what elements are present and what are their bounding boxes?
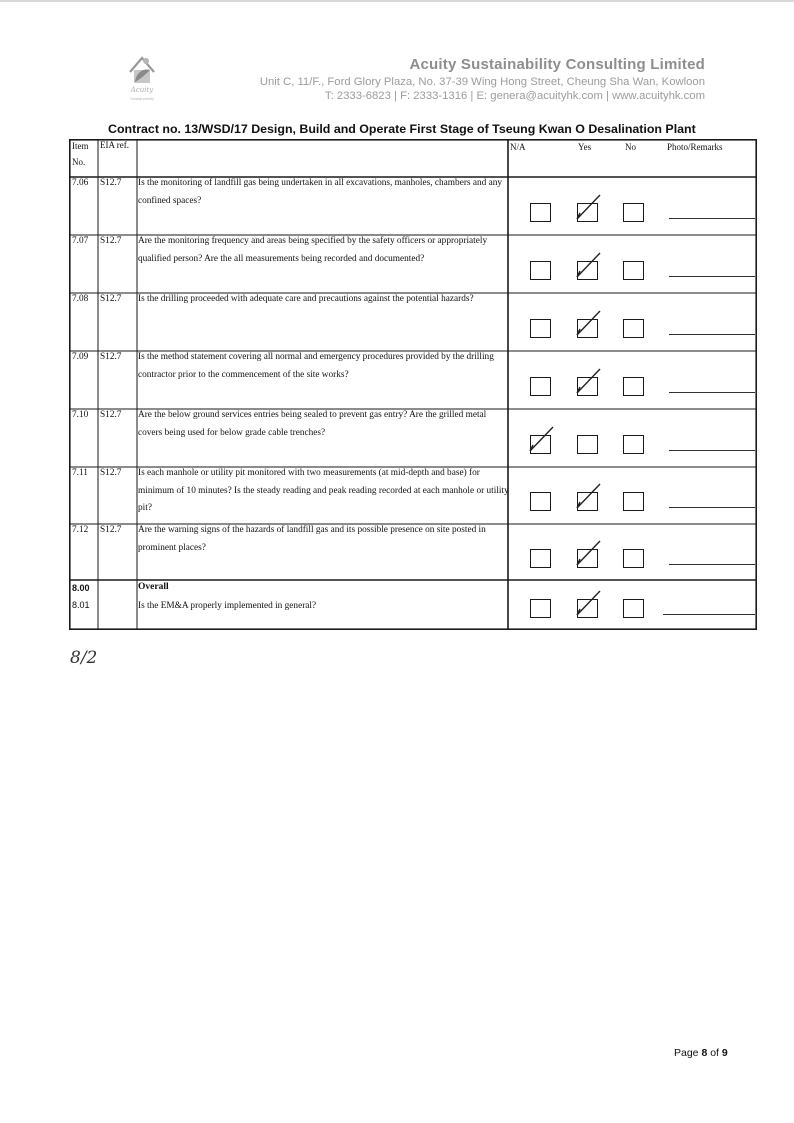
row-7-12-checkbox-na[interactable]: [530, 549, 551, 568]
row-7-11-tick-mark-icon: [574, 482, 602, 512]
row-7-11-eia-ref: S12.7: [100, 468, 122, 478]
header-no: No: [625, 142, 636, 152]
section-title: Overall: [138, 582, 169, 592]
company-address: Unit C, 11/F., Ford Glory Plaza, No. 37-39 Wing Hong Street, Cheung Sha Wan, Kowloon: [259, 76, 705, 88]
page-total: 9: [721, 1047, 728, 1059]
row-7-12-remarks-line[interactable]: [669, 564, 755, 565]
logo-text: Acuity: [130, 86, 154, 94]
row-7-08-checkbox-no[interactable]: [623, 319, 644, 338]
row-7-08-question: Is the drilling proceeded with adequate care and precautions against the potential hazards?: [138, 294, 474, 304]
row-7-06-tick-mark-icon: [574, 193, 602, 223]
header-item-label: Item: [72, 141, 89, 151]
page-label: Page: [674, 1047, 699, 1059]
row-7-08-remarks-line[interactable]: [669, 334, 755, 335]
row-7-10-eia-ref: S12.7: [100, 410, 122, 420]
row-7-09-eia-ref: S12.7: [100, 352, 122, 362]
row-7-10-question: Are the below ground services entries being sealed to prevent gas entry? Are the grilled metal covers being used for below grade cable trenches?: [138, 410, 487, 438]
row-7-08-checkbox-na[interactable]: [530, 319, 551, 338]
row-8-01-remarks-line[interactable]: [663, 614, 755, 615]
logo-subtext: Sustainability: [130, 96, 154, 101]
row-7-07-eia-ref: S12.7: [100, 236, 122, 246]
row-7-09-checkbox-na[interactable]: [530, 377, 551, 396]
row-7-12-checkbox-no[interactable]: [623, 549, 644, 568]
header-yes: Yes: [578, 142, 592, 152]
company-header: [260, 56, 705, 102]
row-7-07-question: Are the monitoring frequency and areas being specified by the safety officers or appropriately qualified person? Are the all measurements being recorded and documented?: [138, 236, 488, 264]
row-7-09-item-no: 7.09: [72, 352, 89, 362]
company-logo: [112, 52, 174, 108]
row-7-08-tick-mark-icon: [574, 309, 602, 339]
row-7-09-tick-mark-icon: [574, 367, 602, 397]
header-no-label: No.: [72, 157, 86, 167]
row-7-08-eia-ref: S12.7: [100, 294, 122, 304]
row-7-06-question: Is the monitoring of landfill gas being undertaken in all excavations, manholes, chambers and any confined spaces?: [138, 178, 503, 206]
page-of: of: [710, 1047, 719, 1059]
handwritten-note: 8/2: [70, 648, 98, 668]
row-7-09-checkbox-no[interactable]: [623, 377, 644, 396]
checklist-table: [69, 139, 757, 630]
row-7-06-eia-ref: S12.7: [100, 178, 122, 188]
row-7-10-tick-mark-icon: [527, 425, 555, 455]
contract-title: Contract no. 13/WSD/17 Design, Build and Operate First Stage of Tseung Kwan O Desalination Plant: [108, 122, 696, 136]
row-8-01-checkbox-no[interactable]: [623, 599, 644, 618]
row-7-07-checkbox-na[interactable]: [530, 261, 551, 280]
row-7-07-item-no: 7.07: [72, 236, 89, 246]
row-7-09-question: Is the method statement covering all normal and emergency procedures provided by the drilling contractor prior to the commencement of the site works?: [138, 352, 494, 380]
scan-top-edge: [0, 0, 794, 2]
row-7-11-question: Is each manhole or utility pit monitored with two measurements (at mid-depth and base) for minimum of 10 minutes? Is the steady reading and peak reading recorded at each manhole or utility pit?: [138, 468, 509, 513]
row-7-06-checkbox-na[interactable]: [530, 203, 551, 222]
row-7-07-tick-mark-icon: [574, 251, 602, 281]
row-8-01-tick-mark-icon: [574, 589, 602, 619]
page-current: 8: [701, 1047, 708, 1059]
house-leaf-icon: [122, 52, 162, 86]
row-7-09-remarks-line[interactable]: [669, 392, 755, 393]
row-7-10-checkbox-no[interactable]: [623, 435, 644, 454]
row-7-11-remarks-line[interactable]: [669, 507, 755, 508]
row-7-06-checkbox-no[interactable]: [623, 203, 644, 222]
row-7-07-remarks-line[interactable]: [669, 276, 755, 277]
row-7-10-item-no: 7.10: [72, 410, 89, 420]
row-7-10-checkbox-yes[interactable]: [577, 435, 598, 454]
row-7-12-question: Are the warning signs of the hazards of landfill gas and its possible presence on site posted in prominent places?: [138, 525, 486, 553]
header-photo-remarks: Photo/Remarks: [667, 142, 723, 152]
section-item-no: 8.00: [72, 583, 90, 593]
row-7-06-item-no: 7.06: [72, 178, 89, 188]
row-7-06-remarks-line[interactable]: [669, 218, 755, 219]
header-item-no: [72, 141, 89, 167]
row-8-01-item-no: 8.01: [72, 600, 90, 610]
page-number: [674, 1047, 728, 1059]
row-7-12-tick-mark-icon: [574, 539, 602, 569]
row-7-11-item-no: 7.11: [72, 468, 88, 478]
row-7-11-checkbox-na[interactable]: [530, 492, 551, 511]
row-8-01-checkbox-na[interactable]: [530, 599, 551, 618]
row-7-12-item-no: 7.12: [72, 525, 89, 535]
row-7-07-checkbox-no[interactable]: [623, 261, 644, 280]
header-eia-ref: EIA ref.: [100, 140, 129, 150]
row-7-10-remarks-line[interactable]: [669, 450, 755, 451]
row-7-12-eia-ref: S12.7: [100, 525, 122, 535]
company-name: Acuity Sustainability Consulting Limited: [409, 56, 705, 73]
header-na: N/A: [510, 142, 526, 152]
company-contact: T: 2333-6823 | F: 2333-1316 | E: genera@acuityhk.com | www.acuityhk.com: [324, 90, 705, 102]
row-7-08-item-no: 7.08: [72, 294, 89, 304]
row-8-01-question: Is the EM&A properly implemented in general?: [138, 601, 317, 611]
row-7-11-checkbox-no[interactable]: [623, 492, 644, 511]
